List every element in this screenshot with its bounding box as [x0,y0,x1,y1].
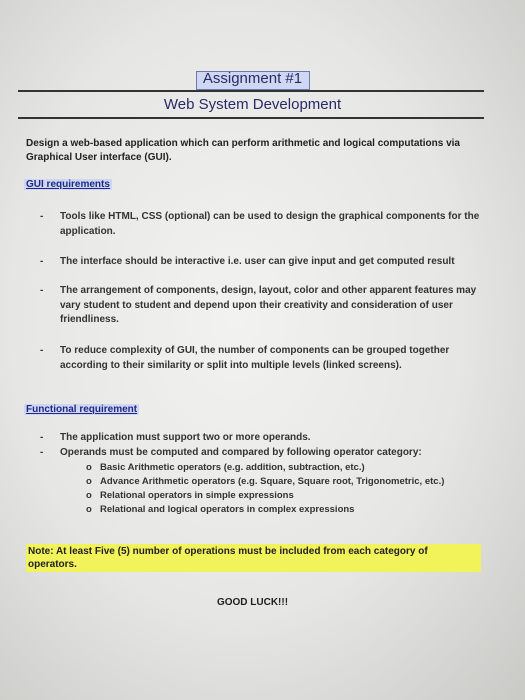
gui-item-4 [40,344,480,373]
gui-requirements-heading: GUI requirements [26,179,110,190]
divider-top [18,90,484,92]
functional-item-1 [40,431,480,446]
dash-bullet: - [40,432,44,443]
dash-bullet: - [40,285,44,296]
circle-bullet-icon: o [86,504,92,515]
gui-item-text: The interface should be interactive i.e. user can give input and get computed result [60,256,455,267]
circle-bullet-icon: o [86,476,92,487]
gui-item-3 [40,284,480,328]
operator-category-4 [86,503,354,516]
intro-text: Design a web-based application which can perform arithmetic and logical computations via Graphical User interface (GUI). [26,138,460,163]
functional-requirement-heading: Functional requirement [26,404,138,415]
gui-item-text: Tools like HTML, CSS (optional) can be used to design the graphical components for the application. [60,211,480,237]
category-rest: operators (e.g. Square, Square root, Trigonometric, etc.) [188,476,445,487]
operator-category-3 [86,489,294,502]
dash-bullet: - [40,256,44,267]
course-title: Web System Development [163,96,342,113]
closing-text: GOOD LUCK!!! [216,597,289,608]
assignment-title: Assignment #1 [202,70,303,87]
operator-category-1 [86,461,365,474]
category-bold: Advance Arithmetic [100,476,189,487]
category-rest: Relational and logical operators in complex expressions [100,504,355,515]
gui-item-text: To reduce complexity of GUI, the number of components can be grouped together according to their similarity or split into multiple levels (linked screens). [60,345,450,371]
gui-item-1 [40,210,480,239]
dash-bullet: - [40,447,44,458]
dash-bullet: - [40,345,44,356]
circle-bullet-icon: o [86,462,92,473]
gui-item-text: The arrangement of components, design, layout, color and other apparent features may vary student to student and depend upon their creativity and consideration of user friendliness. [60,285,477,325]
functional-item-text: Operands must be computed and compared by following operator category: [60,447,422,458]
operator-category-2 [86,475,444,488]
functional-item-2 [40,446,480,461]
functional-item-text: The application must support two or more operands. [60,432,311,443]
category-bold: Basic Arithmetic [100,462,175,473]
category-rest: in simple expressions [191,490,294,501]
dash-bullet: - [40,211,44,222]
note-highlight: Note: At least Five (5) number of operations must be included from each category of operators. [26,544,481,572]
category-rest: operators (e.g. addition, subtraction, etc.) [174,462,365,473]
divider-bottom [18,117,484,119]
category-bold: Relational operators [100,490,192,501]
gui-item-2 [40,255,480,270]
circle-bullet-icon: o [86,490,92,501]
